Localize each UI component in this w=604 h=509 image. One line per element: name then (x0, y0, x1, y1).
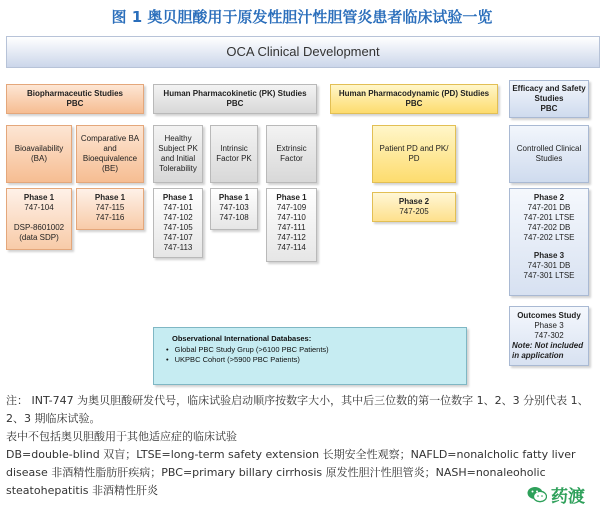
observational-list (162, 345, 458, 365)
study-id: 747-301 LTSE (523, 271, 575, 280)
figure-title: 图 1 奥贝胆酸用于原发性胆汁性胆管炎患者临床试验一览 (111, 8, 493, 26)
study-type-extrinsic: Extrinsic Factor (266, 125, 317, 183)
study-type-pd: Patient PD and PK/ PD (372, 125, 456, 183)
category-pk (153, 84, 317, 114)
phase-label: Phase 1 (94, 193, 126, 202)
study-id: DSP-8601002 (13, 223, 65, 232)
phase-label: Phase 3 (533, 251, 565, 260)
study-id: 747-201 DB (527, 203, 571, 212)
study-id: 747-116 (95, 213, 125, 222)
category-pd (330, 84, 498, 114)
category-sub: PBC (66, 99, 84, 108)
footnote: 注： INT-747 为奥贝胆酸研发代号，临床试验启动顺序按数字大小，其中后三位数的第一位数字 1、2、3 分别代表 1、2、3 期临床试验。 (6, 394, 589, 425)
category-name: Human Pharmacodynamic (PD) Studies (338, 89, 490, 98)
category-name: Human Pharmacokinetic (PK) Studies (163, 89, 307, 98)
study-id: 747-104 (24, 203, 54, 212)
category-sub: PBC (405, 99, 423, 108)
phase-box-extrinsic (266, 188, 317, 262)
category-name: Efficacy and Safety Studies (512, 84, 586, 103)
study-id: 747-105 (163, 223, 193, 232)
study-type-be: Comparative BA and Bioequivalence (BE) (76, 125, 144, 183)
phase-label: Phase 2 (533, 193, 565, 202)
phase-box-be (76, 188, 144, 230)
phase-box-pd (372, 192, 456, 222)
study-id: 747-112 (277, 233, 306, 242)
study-type-intrinsic: Intrinsic Factor PK (210, 125, 258, 183)
category-efficacy (509, 80, 589, 118)
study-id: 747-107 (163, 233, 193, 242)
study-id: 747-202 LTSE (523, 233, 575, 242)
observational-databases-box (153, 327, 467, 385)
category-name: Biopharmaceutic Studies (26, 89, 124, 98)
footnote: DB=double-blind 双盲；LTSE=long-term safety extension 长期安全性观察；NAFLD=nonalcholic fatty liver disease 非酒精性脂肪肝疾病；PBC=primary billary cirrhosis 原发性胆汁性胆管炎；NASH=nonaleoholic steatohepatitis 非酒精性肝炎 (6, 448, 576, 497)
category-biopharmaceutic (6, 84, 144, 114)
study-type-controlled: Controlled Clinical Studies (509, 125, 589, 183)
study-id: (data SDP) (19, 233, 59, 242)
phase-box-efficacy (509, 188, 589, 296)
observational-title: Observational International Databases: (172, 334, 312, 343)
study-id: 747-108 (219, 213, 249, 222)
phase-label: Phase 1 (23, 193, 55, 202)
phase-label: Phase 1 (276, 193, 307, 202)
phase-label: Phase 3 (534, 321, 564, 330)
list-item: • Global PBC Study Grup (>6100 PBC Patients) (166, 345, 458, 355)
study-id: 747-102 (163, 213, 193, 222)
study-id: 747-114 (277, 243, 306, 252)
study-id: 747-201 LTSE (523, 213, 575, 222)
watermark-logo (527, 482, 585, 507)
study-type-healthy: Healthy Subject PK and Initial Tolerability (153, 125, 203, 183)
footnotes (6, 392, 600, 500)
phase-box-intrinsic (210, 188, 258, 230)
study-id: 747-111 (277, 223, 306, 232)
footnote: 表中不包括奥贝胆酸用于其他适应症的临床试验 (6, 430, 237, 443)
phase-box-ba (6, 188, 72, 250)
study-id: 747-101 (163, 203, 193, 212)
phase-label: Phase 2 (398, 197, 430, 206)
study-id: 747-301 DB (527, 261, 571, 270)
category-sub: PBC (540, 104, 558, 113)
development-banner: OCA Clinical Development (6, 36, 600, 68)
logo-text: 药渡 (551, 487, 585, 507)
phase-box-healthy (153, 188, 203, 258)
study-type-ba: Bioavailability (BA) (6, 125, 72, 183)
phase-label: Phase 1 (162, 193, 194, 202)
study-id: 747-113 (163, 243, 193, 252)
category-sub: PBC (226, 99, 244, 108)
study-id: 747-202 DB (527, 223, 571, 232)
outcomes-note: Note: Not included in application (512, 341, 584, 360)
outcomes-study-box (509, 306, 589, 366)
wechat-icon (527, 486, 547, 503)
study-id: 747-103 (219, 203, 249, 212)
study-id: 747-205 (399, 207, 429, 216)
list-item: • UKPBC Cohort (>5900 PBC Patients) (166, 355, 458, 365)
study-id: 747-302 (534, 331, 564, 340)
study-id: 747-109 (276, 203, 307, 212)
outcomes-title: Outcomes Study (517, 311, 581, 320)
study-id: 747-110 (277, 213, 306, 222)
study-id (38, 213, 40, 223)
phase-label: Phase 1 (218, 193, 250, 202)
study-id: 747-115 (95, 203, 125, 212)
